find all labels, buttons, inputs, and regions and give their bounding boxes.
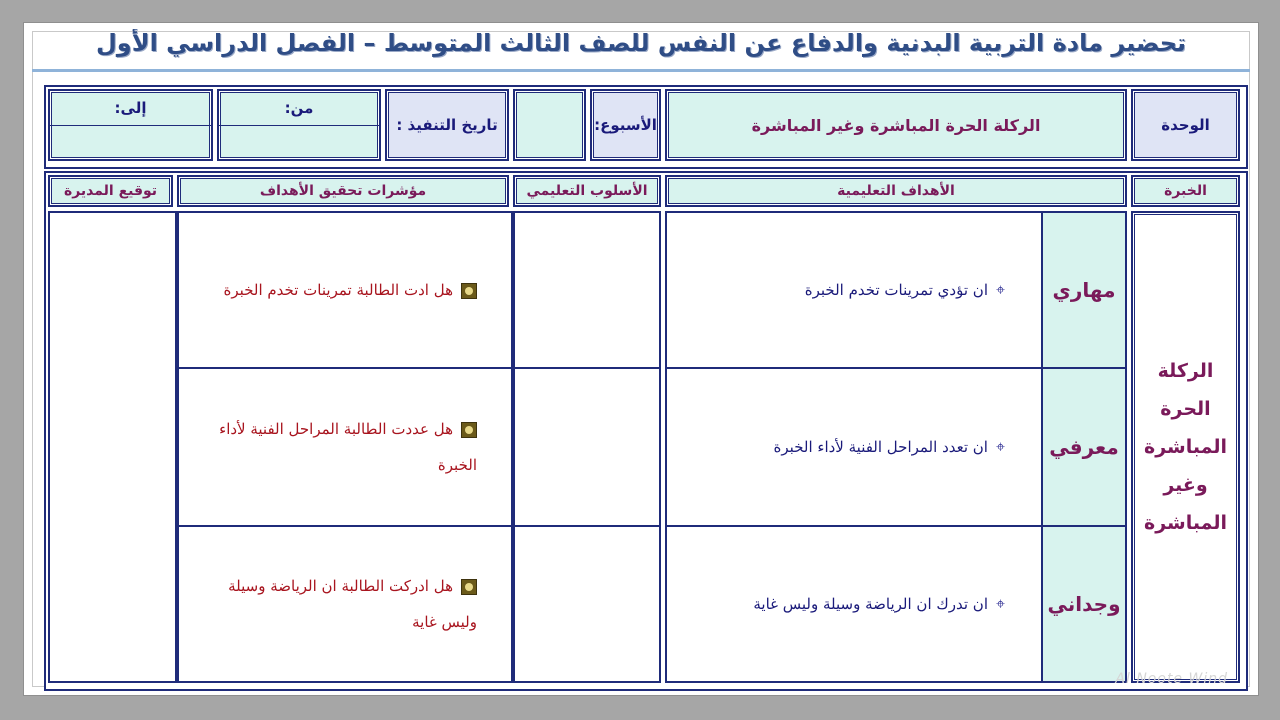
method-cell[interactable]	[513, 525, 661, 683]
header-table	[44, 85, 1248, 169]
experience-line: وغير	[1163, 474, 1208, 496]
experience-line: المباشرة	[1144, 436, 1227, 458]
col-header-experience: الخبرة	[1131, 175, 1240, 207]
from-label: من:	[219, 91, 379, 126]
box-bullet-icon	[461, 579, 477, 595]
indicator-content	[199, 411, 477, 483]
from-cell	[217, 89, 381, 161]
indicator-row	[177, 367, 513, 527]
domain-cell-skill: مهاري	[1041, 211, 1127, 369]
col-header-signature: توقيع المديرة	[48, 175, 173, 207]
objective-row	[665, 367, 1043, 527]
to-label: إلى:	[50, 91, 211, 126]
objective-text: ان تدرك ان الرياضة وسيلة وليس غاية	[753, 595, 988, 613]
indicator-content	[224, 272, 477, 308]
to-cell	[48, 89, 213, 161]
unit-label-cell: الوحدة	[1131, 89, 1240, 161]
indicator-text: هل ادركت الطالبة ان الرياضة وسيلة وليس غاية	[228, 577, 477, 631]
col-header-indicators: مؤشرات تحقيق الأهداف	[177, 175, 509, 207]
to-value[interactable]	[50, 126, 211, 159]
signature-cell[interactable]	[48, 211, 177, 683]
date-label-cell: تاريخ التنفيذ :	[385, 89, 509, 161]
objective-row	[665, 211, 1043, 369]
objective-row	[665, 525, 1043, 683]
method-cell[interactable]	[513, 367, 661, 527]
document-sheet	[23, 22, 1259, 696]
domain-cell-affective: وجداني	[1041, 525, 1127, 683]
box-bullet-icon	[461, 283, 477, 299]
indicator-content	[199, 568, 477, 640]
from-value[interactable]	[219, 126, 379, 159]
crosshair-icon: ⌖	[995, 594, 1005, 613]
experience-line: المباشرة	[1144, 512, 1227, 534]
method-cell[interactable]	[513, 211, 661, 369]
indicator-row	[177, 211, 513, 369]
col-header-objectives: الأهداف التعليمية	[665, 175, 1127, 207]
lesson-table	[44, 171, 1248, 691]
crosshair-icon: ⌖	[995, 280, 1005, 299]
unit-value-cell: الركلة الحرة المباشرة وغير المباشرة	[665, 89, 1127, 161]
indicator-text: هل ادت الطالبة تمرينات تخدم الخبرة	[223, 281, 453, 299]
week-label-cell: الأسبوع:	[590, 89, 661, 161]
domain-cell-cognitive: معرفي	[1041, 367, 1127, 527]
indicator-text: هل عددت الطالبة المراحل الفنية لأداء الخبرة	[219, 420, 477, 474]
objective-text: ان تعدد المراحل الفنية لأداء الخبرة	[773, 438, 988, 456]
page-title: تحضير مادة التربية البدنية والدفاع عن النفس للصف الثالث المتوسط – الفصل الدراسي الأول	[95, 29, 1187, 57]
box-bullet-icon	[461, 422, 477, 438]
week-value-cell[interactable]	[513, 89, 586, 161]
col-header-method: الأسلوب التعليمي	[513, 175, 661, 207]
crosshair-icon: ⌖	[995, 437, 1005, 456]
experience-cell	[1131, 211, 1240, 683]
objective-text: ان تؤدي تمرينات تخدم الخبرة	[804, 281, 988, 299]
experience-line: الركلة الحرة	[1157, 360, 1214, 420]
title-divider	[32, 69, 1250, 72]
indicator-row	[177, 525, 513, 683]
watermark-text: Al Noote Wind	[1115, 671, 1228, 687]
